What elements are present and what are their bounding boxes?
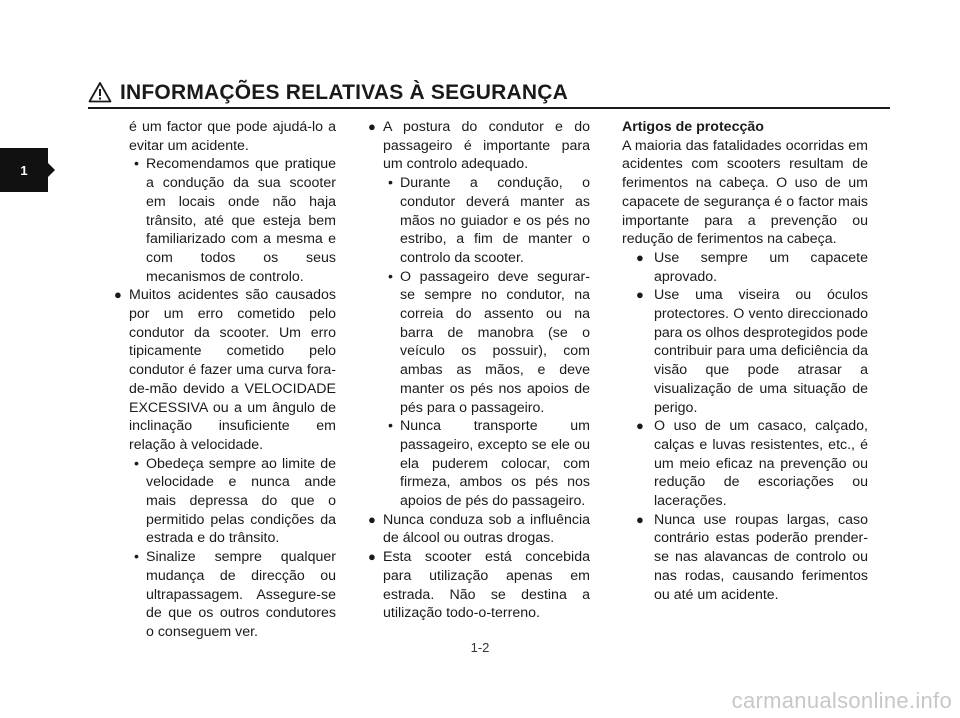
bullet-list-item: [622, 417, 868, 511]
filled-circle-bullet-icon: ●: [636, 287, 644, 303]
page-title: INFORMAÇÕES RELATIVAS À SEGURANÇA: [120, 81, 568, 104]
list-item-text: Esta scooter está concebida para utilização apenas em estrada. Não se destina a utilização todo-o-terreno.: [383, 549, 590, 622]
list-item-text: Nunca conduza sob a influência de álcool ou outras drogas.: [383, 511, 590, 547]
chapter-tab: [0, 148, 48, 192]
dot-bullet-icon: •: [388, 418, 393, 435]
list-item-text: A postura do condutor e do passageiro é importante para um controlo adequado.: [383, 119, 590, 173]
text-column-3: [622, 118, 868, 604]
dot-bullet-icon: •: [388, 268, 393, 285]
list-item-text: é um factor que pode ajudá-lo a evitar um acidente.: [129, 119, 336, 154]
list-item-text: Obedeça sempre ao limite de velocidade e nunca ande mais depressa do que o permitido pelas condições da estrada e do trânsito.: [146, 455, 336, 547]
filled-circle-bullet-icon: ●: [368, 511, 376, 527]
section-heading: Artigos de protecção: [622, 119, 764, 135]
sub-list-item: [114, 155, 336, 286]
sub-list-item: [368, 268, 590, 418]
list-item-text: Nunca use roupas largas, caso contrário estas poderão prender-se nas alavancas de controlo ou nas rodas, causando ferimentos ou até um acidente.: [654, 511, 868, 603]
list-item-text: Durante a condução, o condutor deverá manter as mãos no guiador e os pés no estribo, a fim de manter o controlo da scooter.: [400, 175, 590, 266]
list-item-text: Use sempre um capacete aprovado.: [654, 249, 868, 285]
list-item-text: O passageiro deve segurar-se sempre no condutor, na correia do assento ou na barra de manobra (se o veículo os possuir), com ambas as mãos, e deve manter os pés nos apoios de pés para o passageiro.: [400, 268, 590, 416]
header-rule: [88, 107, 890, 109]
filled-circle-bullet-icon: ●: [114, 287, 122, 303]
list-item-text: Nunca transporte um passageiro, excepto se ele ou ela puderem colocar, com firmeza, ambos os pés nos apoios de pés do passageiro.: [400, 418, 590, 510]
dot-bullet-icon: •: [134, 156, 139, 173]
list-item-text: Muitos acidentes são causados por um erro cometido pelo condutor da scooter. Um erro tipicamente cometido pelo condutor é fazer uma curva fora-de-mão devido a VELOCIDADE EXCESSIVA ou a um ângulo de inclinação insuficiente em relação à velocidade.: [129, 287, 336, 453]
text-column-2: [368, 118, 590, 623]
dot-bullet-icon: •: [388, 175, 393, 192]
bullet-list-item: [622, 249, 868, 286]
section-header: [88, 80, 890, 108]
page-number: 1-2: [470, 640, 490, 655]
filled-circle-bullet-icon: ●: [636, 511, 644, 527]
bullet-list-item: [368, 548, 590, 623]
warning-triangle-icon: [88, 81, 112, 103]
sub-list-item: [368, 174, 590, 268]
dot-bullet-icon: •: [134, 455, 139, 472]
text-column-1: [114, 118, 336, 642]
list-item-text: Sinalize sempre qualquer mudança de direcção ou ultrapassagem. Assegure-se de que os outros condutores o conseguem ver.: [146, 549, 336, 640]
bullet-list-item: [114, 286, 336, 454]
filled-circle-bullet-icon: ●: [636, 249, 644, 265]
bullet-list-item: [622, 286, 868, 417]
paragraph: A maioria das fatalidades ocorridas em acidentes com scooters resultam de ferimentos na cabeça. O uso de um capacete de segurança é o factor mais importante para a prevenção ou redução de ferimentos na cabeça.: [622, 137, 868, 248]
bullet-list-item: [622, 511, 868, 605]
dot-bullet-icon: •: [134, 549, 139, 566]
list-item-text: Recomendamos que pratique a condução da sua scooter em locais onde não haja trânsito, até que esteja bem familiarizado com a mesma e com todos os seus mecanismos de controlo.: [146, 156, 336, 285]
sub-list-item: [114, 455, 336, 549]
sub-list-item: [114, 548, 336, 642]
bullet-list-item: [368, 118, 590, 174]
bullet-list-item: [368, 511, 590, 548]
filled-circle-bullet-icon: ●: [368, 549, 376, 565]
list-item-text: O uso de um casaco, calçado, calças e luvas resistentes, etc., é um meio eficaz na prevenção ou redução de escoriações ou lacerações.: [654, 418, 868, 510]
continued-paragraph: [114, 118, 336, 155]
list-item-text: Use uma viseira ou óculos protectores. O vento direccionado para os olhos desprotegidos pode contribuir para uma deficiência da visão que pode atrasar a visualização de uma situação de perigo.: [654, 287, 868, 416]
chapter-tab-label: 1: [20, 162, 28, 178]
filled-circle-bullet-icon: ●: [636, 418, 644, 434]
sub-list-item: [368, 417, 590, 511]
watermark: carmanualsonline.info: [731, 688, 952, 713]
filled-circle-bullet-icon: ●: [368, 119, 376, 134]
